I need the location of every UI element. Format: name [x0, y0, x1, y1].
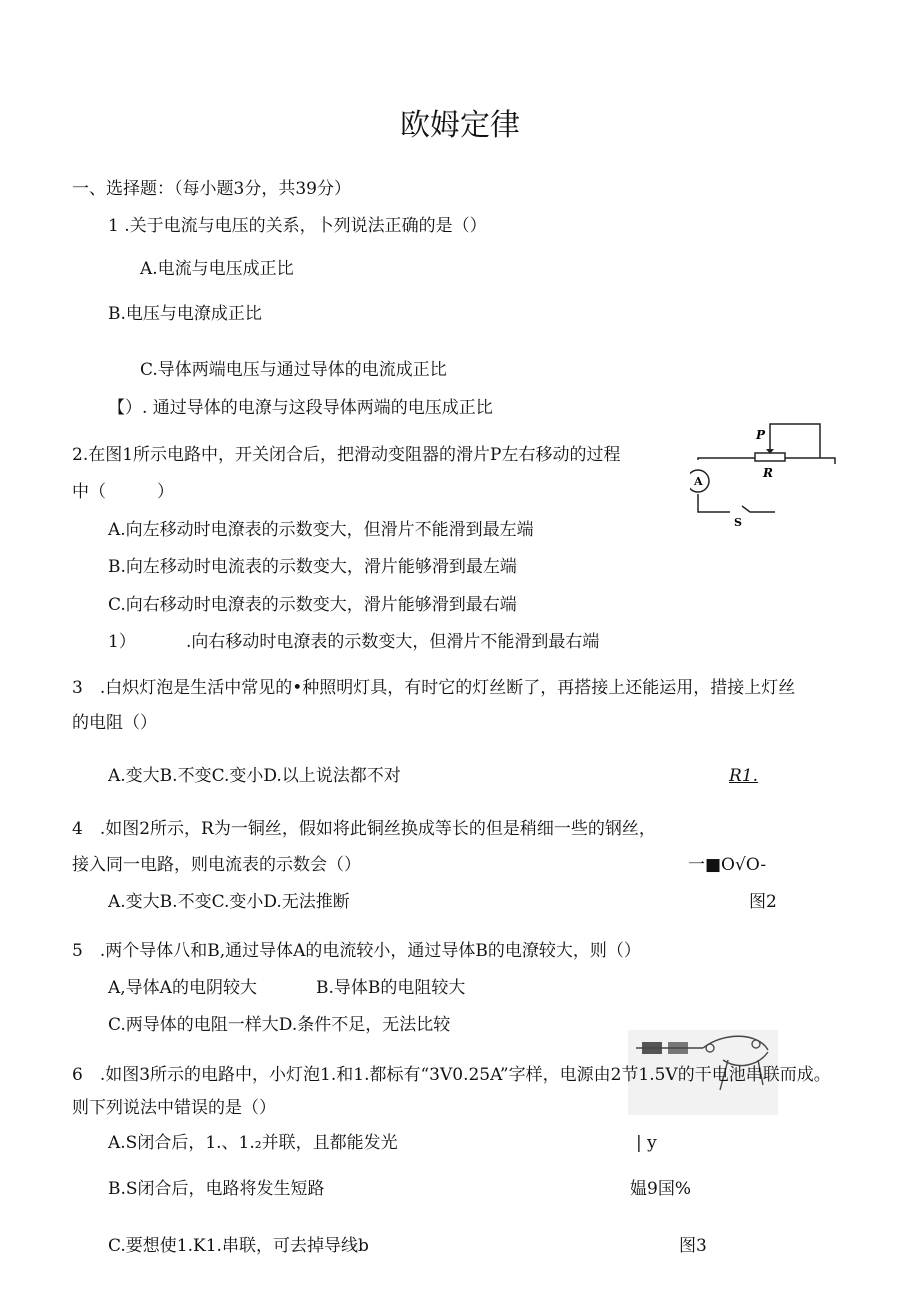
q3-side-label: R1.: [729, 766, 759, 786]
section-heading: 一、选择题：（每小题3分，共39分）: [72, 179, 351, 199]
figure3-caption: 图3: [679, 1236, 707, 1256]
q5-option-cd: C.两导体的电阻一样大D.条件不足，无法比较: [108, 1015, 451, 1035]
q1-option-c: C.导体两端电压与通过导体的电流成正比: [140, 360, 447, 380]
q2-stem: 2.在图1所示电路中，开关闭合后，把滑动变阻器的滑片P左右移动的过程: [72, 445, 621, 465]
q1-option-a: A.电流与电压成正比: [140, 259, 294, 279]
figure2-caption: 图2: [749, 892, 777, 912]
q2-option-d-num: 1）: [108, 632, 136, 652]
figure1-label-a: A: [694, 475, 703, 488]
q2-option-a: A.向左移动时电潦表的示数变大，但滑片不能滑到最左端: [108, 520, 534, 540]
q5-option-a: A,导体A的电阴较大: [108, 978, 257, 998]
q1-option-b: B.电压与电潦成正比: [108, 304, 262, 324]
q2-stem-cont: 中（ ）: [72, 482, 174, 502]
q2-option-d: .向右移动时电潦表的示数变大，但滑片不能滑到最右端: [186, 632, 600, 652]
q3-stem: 3 .白炽灯泡是生活中常见的•种照明灯具，有时它的灯丝断了，再搭接上还能运用，措接上灯丝: [72, 678, 796, 698]
figure3-side-a: | y: [636, 1133, 657, 1153]
figure2-symbol: 一■O√O-: [688, 855, 767, 875]
figure1-label-p: P: [756, 428, 766, 442]
q2-option-c: C.向右移动时电潦表的示数变大，滑片能够滑到最右端: [108, 595, 517, 615]
figure1-circuit: [690, 420, 850, 530]
q5-stem: 5 .两个导体八和B,通过导体A的电流较小，通过导体B的电潦较大，则（）: [72, 941, 641, 961]
q6-option-b: B.S闭合后，电路将发生短路: [108, 1179, 325, 1199]
q4-stem: 4 .如图2所示，R为一铜丝，假如将此铜丝换成等长的但是稍细一些的钢丝，: [72, 819, 656, 839]
q1-option-d: 【）. 通过导体的电潦与这段导体两端的电压成正比: [108, 398, 493, 418]
q2-option-b: B.向左移动时电流表的示数变大，滑片能够滑到最左端: [108, 557, 517, 577]
q3-options: A.变大B.不变C.变小D.以上说法都不对: [108, 766, 401, 786]
q1-stem: 1 .关于电流与电压的关系，卜列说法正确的是（）: [108, 216, 487, 236]
q4-options: A.变大B.不变C.变小D.无法推断: [108, 892, 350, 912]
figure1-label-r: R: [763, 466, 773, 480]
figure3-side-b: 媪9国%: [630, 1179, 691, 1199]
q5-option-b: B.导体B的电阻较大: [316, 978, 466, 998]
q6-option-a: A.S闭合后，1.、1.₂并联，且都能发光: [108, 1133, 398, 1153]
figure1-label-s: S: [734, 516, 742, 529]
q4-stem-cont: 接入同一电路，则电流表的示数会（）: [72, 855, 361, 875]
q6-stem: 6 .如图3所示的电路中，小灯泡1.和1.都标有“3V0.25A”字样，电源由2节1.5V的干电池串联而成。: [72, 1065, 831, 1085]
q6-stem-cont: 则下列说法中错误的是（）: [72, 1098, 276, 1118]
q3-stem-cont: 的电阻（）: [72, 713, 157, 733]
q6-option-c: C.要想使1.K1.串联，可去掉导线b: [108, 1236, 369, 1256]
page-title: 欧姆定律: [400, 108, 520, 143]
